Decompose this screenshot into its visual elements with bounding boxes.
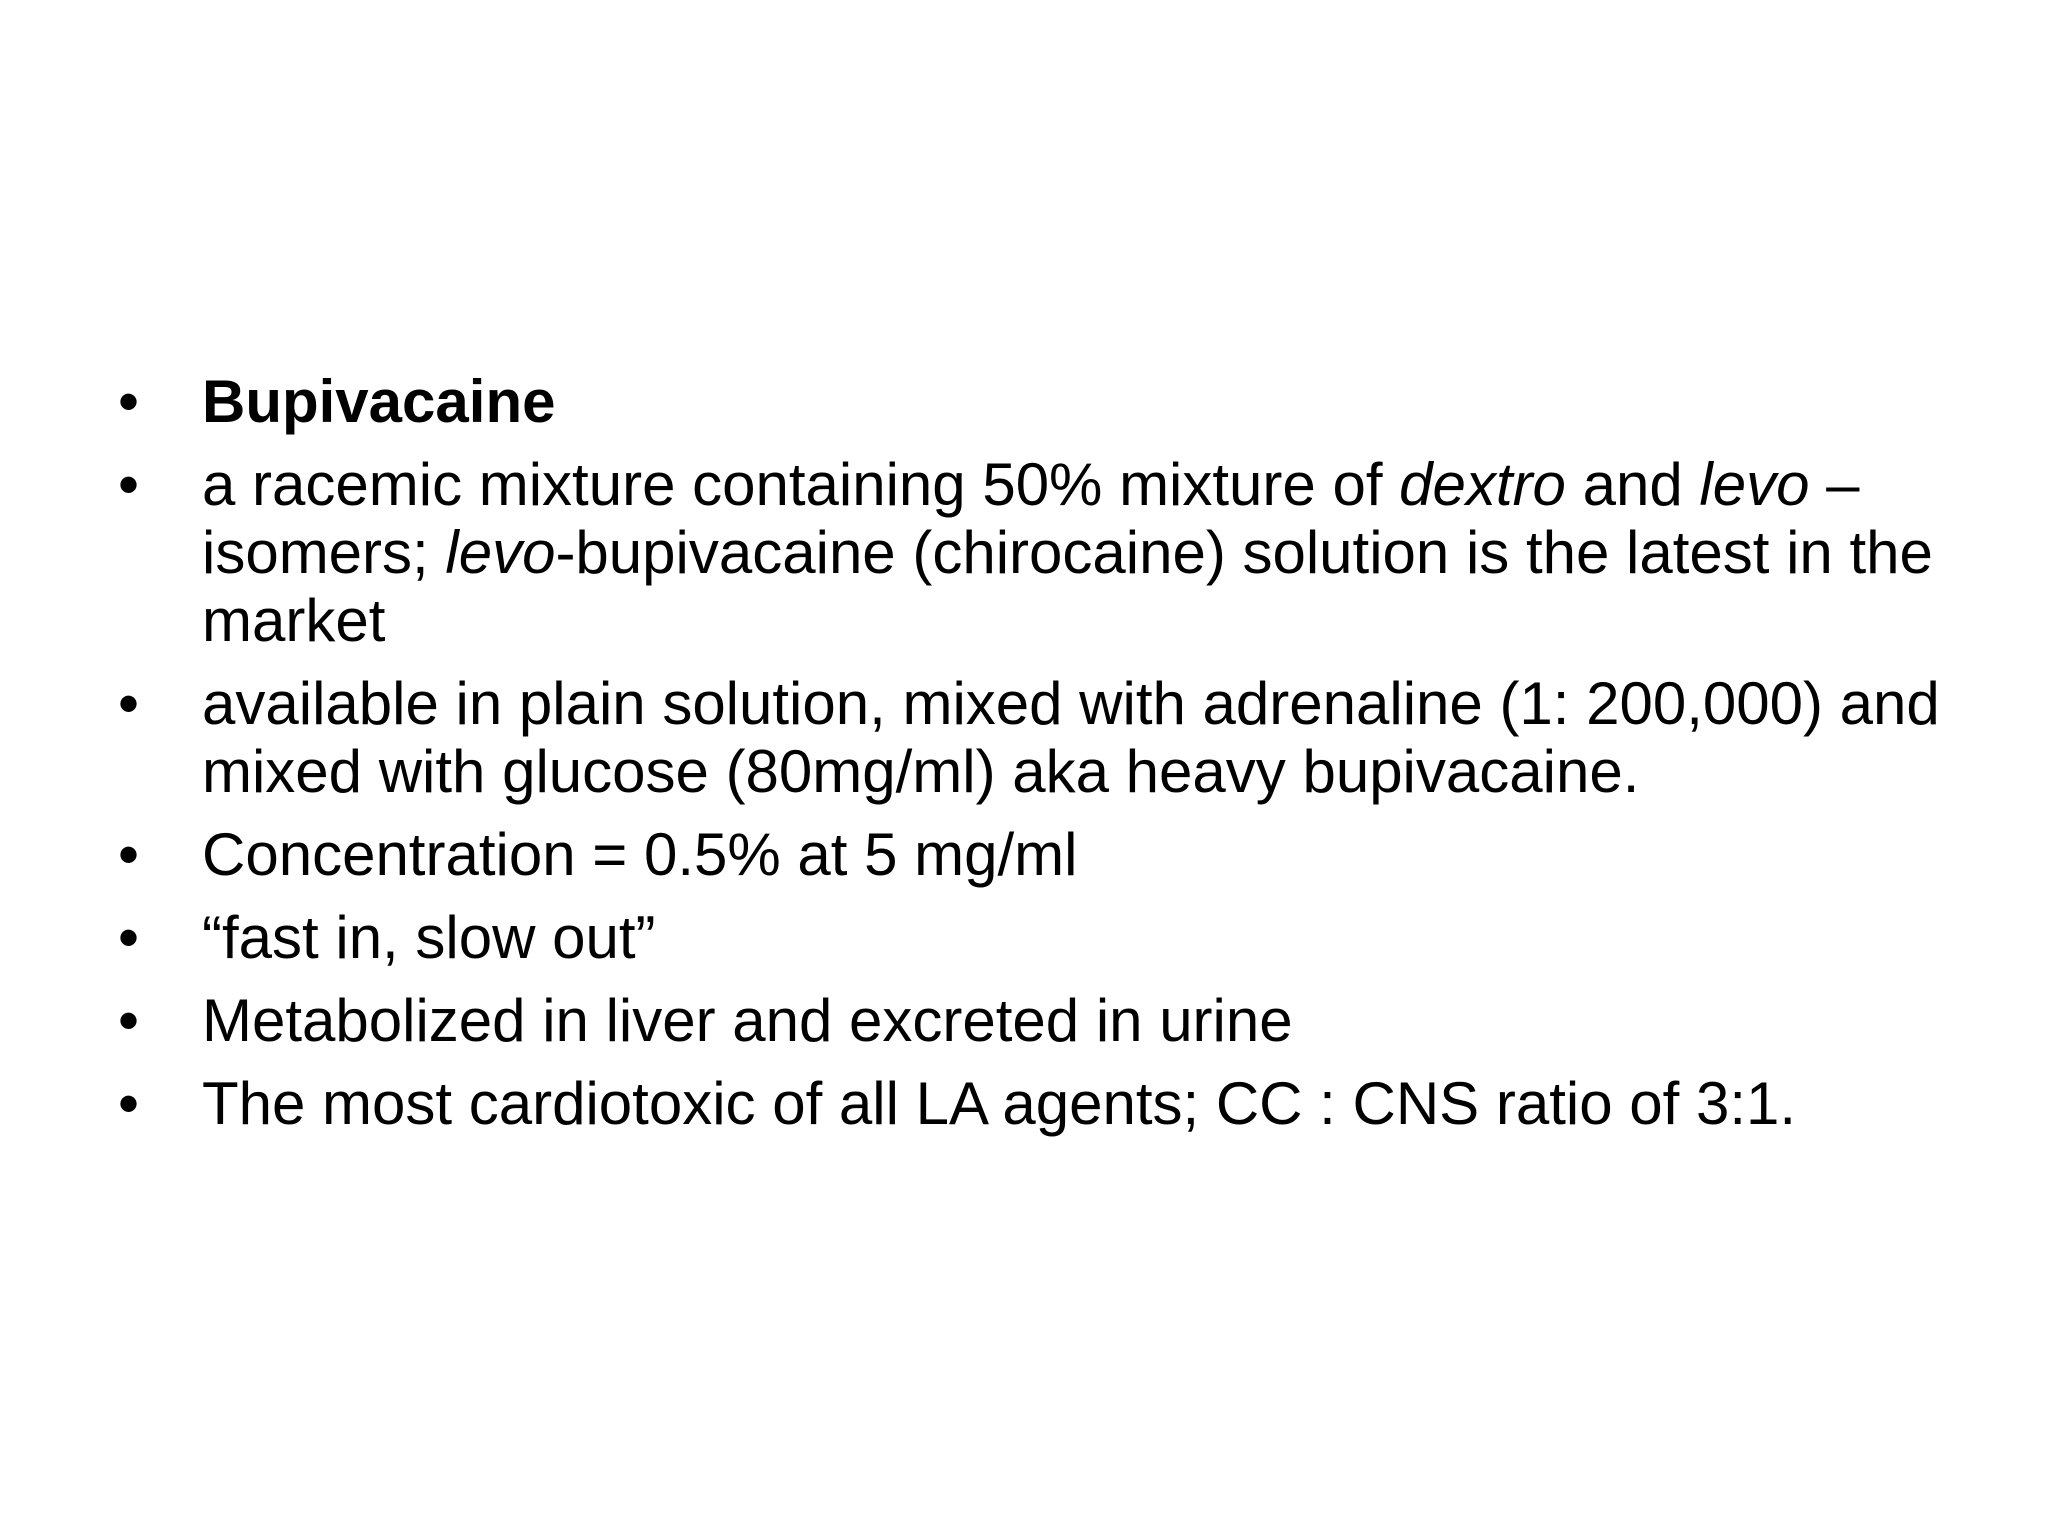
bullet-text: Concentration = 0.5% at 5 mg/ml	[202, 821, 1078, 888]
bullet-item-availability	[118, 670, 1998, 806]
bullet-item-bupivacaine	[118, 368, 1998, 436]
bullet-text-italic: levo	[445, 519, 556, 586]
bullet-list	[118, 368, 1998, 1153]
bullet-text: available in plain solution, mixed with adrenaline (1: 200,000) and mixed with glucose (80mg/ml) aka heavy bupivacaine.	[202, 670, 1940, 805]
bullet-icon: •	[118, 1070, 140, 1137]
bullet-item-racemic-mixture	[118, 451, 1998, 655]
bullet-icon: •	[118, 368, 140, 435]
bullet-icon: •	[118, 904, 140, 971]
bullet-item-metabolism	[118, 987, 1998, 1055]
bullet-text-italic: dextro	[1399, 451, 1566, 518]
bullet-text-part: –isomers;	[202, 451, 1860, 586]
bullet-icon: •	[118, 821, 140, 888]
bullet-icon: •	[118, 451, 140, 518]
bullet-text-part: -bupivacaine (chirocaine) solution is the latest in the market	[202, 519, 1933, 654]
bullet-icon: •	[118, 987, 140, 1054]
bullet-text-part: and	[1565, 451, 1700, 518]
bullet-text-part: a racemic mixture containing 50% mixture of	[202, 451, 1400, 518]
bullet-text: “fast in, slow out”	[202, 904, 656, 971]
bullet-item-concentration	[118, 821, 1998, 889]
bullet-text: The most cardiotoxic of all LA agents; CC : CNS ratio of 3:1.	[202, 1070, 1797, 1137]
bullet-item-fast-in-slow-out	[118, 904, 1998, 972]
bullet-title: Bupivacaine	[202, 368, 556, 435]
bullet-text: Metabolized in liver and excreted in urine	[202, 987, 1293, 1054]
bullet-item-cardiotoxicity	[118, 1070, 1998, 1138]
bullet-icon: •	[118, 670, 140, 737]
bullet-text-italic: levo	[1699, 451, 1810, 518]
